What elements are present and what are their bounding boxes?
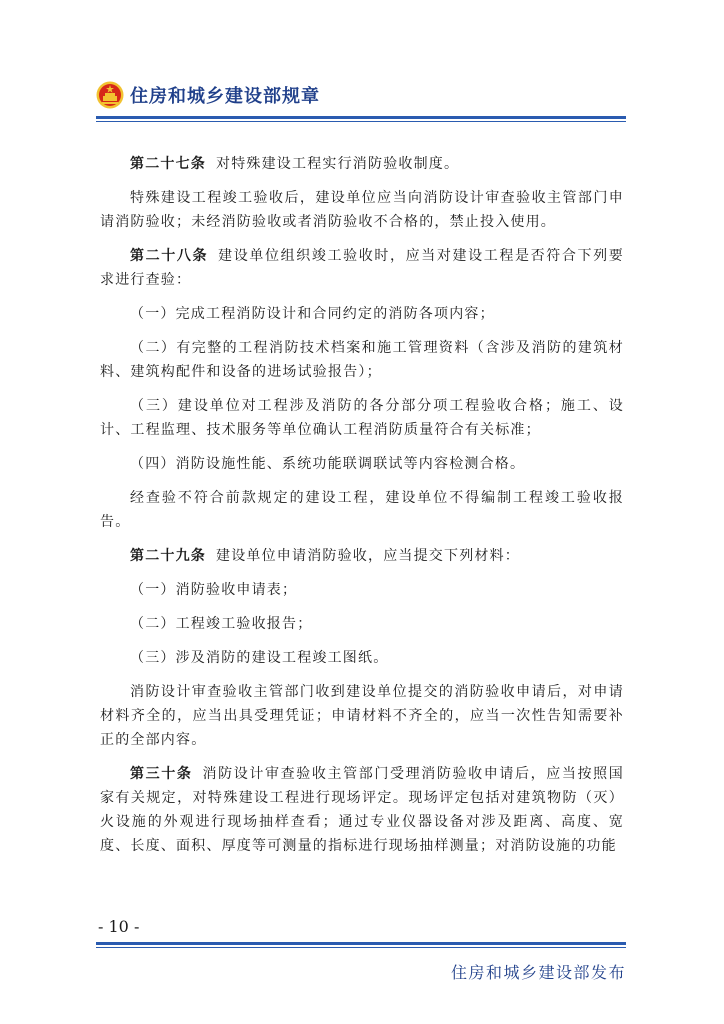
paragraph bbox=[100, 762, 624, 858]
list-item bbox=[100, 646, 624, 670]
paragraph bbox=[100, 186, 624, 234]
paragraph-text: 消防设计审查验收主管部门收到建设单位提交的消防验收申请后，对申请材料齐全的，应当出具受理凭证；申请材料不齐全的，应当一次性告知需要补正的全部内容。 bbox=[100, 684, 624, 748]
national-emblem-icon bbox=[96, 81, 124, 109]
header-rule bbox=[96, 116, 626, 119]
page-number: - 10 - bbox=[98, 917, 140, 936]
paragraph-text: （一）完成工程消防设计和合同约定的消防各项内容； bbox=[130, 306, 495, 322]
paragraph-text: 建设单位申请消防验收，应当提交下列材料： bbox=[216, 548, 520, 564]
list-item bbox=[100, 612, 624, 636]
article-number: 第二十七条 bbox=[130, 156, 206, 172]
paragraph-text: （二）有完整的工程消防技术档案和施工管理资料（含涉及消防的建筑材料、建筑构配件和设备的进场试验报告）； bbox=[100, 340, 624, 380]
paragraph-text: 特殊建设工程竣工验收后，建设单位应当向消防设计审查验收主管部门申请消防验收；未经消防验收或者消防验收不合格的，禁止投入使用。 bbox=[100, 190, 624, 230]
header-title: 住房和城乡建设部规章 bbox=[130, 86, 320, 107]
list-item bbox=[100, 394, 624, 442]
paragraph-text: （二）工程竣工验收报告； bbox=[130, 616, 313, 632]
paragraph-text: 经查验不符合前款规定的建设工程，建设单位不得编制工程竣工验收报告。 bbox=[100, 490, 624, 530]
paragraph-text: 对特殊建设工程实行消防验收制度。 bbox=[216, 156, 460, 172]
document-body bbox=[100, 152, 624, 868]
footer-rule-thin bbox=[96, 947, 626, 948]
article-number: 第三十条 bbox=[130, 766, 193, 782]
footer-publisher: 住房和城乡建设部发布 bbox=[450, 963, 626, 982]
paragraph-text: 消防设计审查验收主管部门受理消防验收申请后，应当按照国家有关规定，对特殊建设工程进行现场评定。现场评定包括对建筑物防（灭）火设施的外观进行现场抽样查看；通过专业仪器设备对涉及距离、高度、宽度、长度、面积、厚度等可测量的指标进行现场抽样测量；对消防设施的功能 bbox=[100, 766, 624, 854]
paragraph-text: （三）涉及消防的建设工程竣工图纸。 bbox=[130, 650, 389, 666]
list-item bbox=[100, 452, 624, 476]
article-number: 第二十九条 bbox=[130, 548, 206, 564]
paragraph-text: （四）消防设施性能、系统功能联调联试等内容检测合格。 bbox=[130, 456, 526, 472]
paragraph-text: （一）消防验收申请表； bbox=[130, 582, 298, 598]
paragraph bbox=[100, 680, 624, 752]
page-header bbox=[96, 78, 320, 112]
list-item bbox=[100, 336, 624, 384]
paragraph bbox=[100, 152, 624, 176]
paragraph-text: 建设单位组织竣工验收时，应当对建设工程是否符合下列要求进行查验： bbox=[100, 248, 625, 288]
article-number: 第二十八条 bbox=[130, 248, 209, 264]
paragraph bbox=[100, 244, 624, 292]
paragraph bbox=[100, 486, 624, 534]
list-item bbox=[100, 302, 624, 326]
paragraph-text: （三）建设单位对工程涉及消防的各分部分项工程验收合格；施工、设计、工程监理、技术服务等单位确认工程消防质量符合有关标准； bbox=[100, 398, 624, 438]
header-rule-thin bbox=[96, 121, 626, 122]
paragraph bbox=[100, 544, 624, 568]
footer-rule bbox=[96, 942, 626, 945]
list-item bbox=[100, 578, 624, 602]
